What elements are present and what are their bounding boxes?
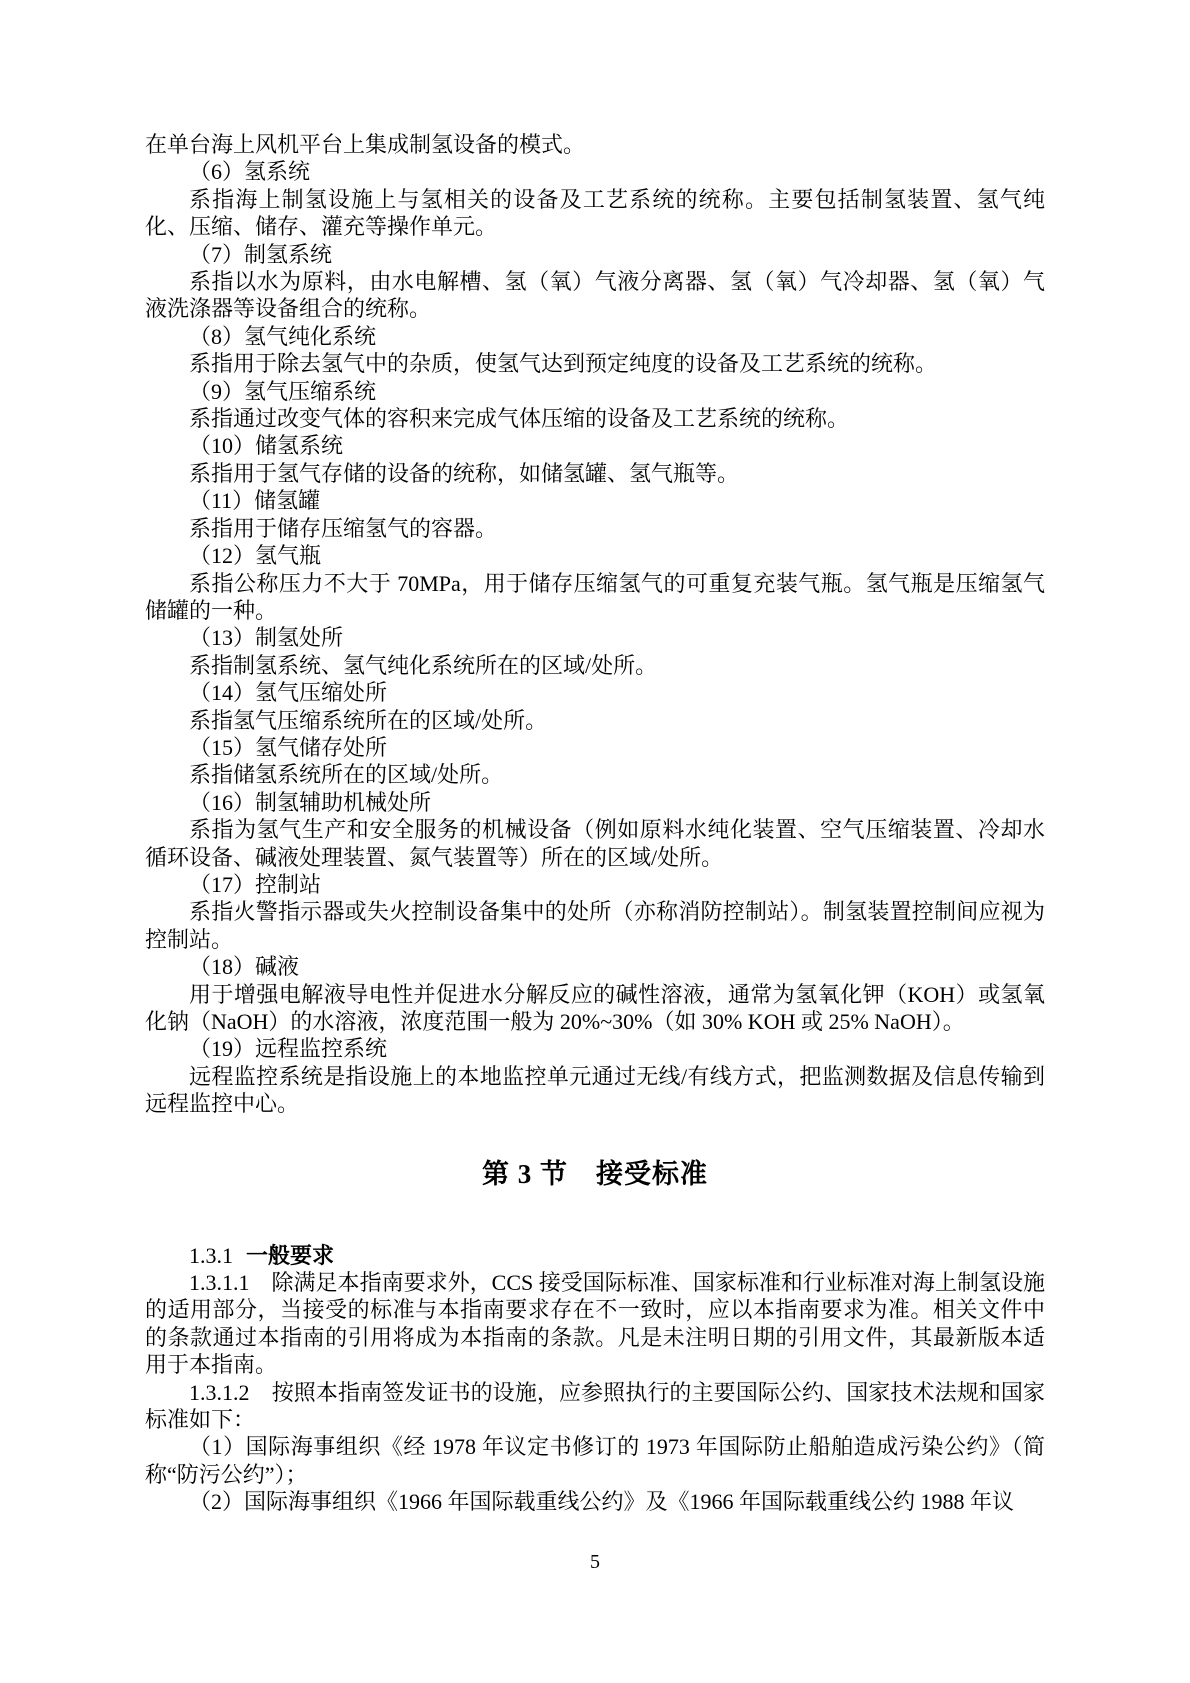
paragraph: （16）制氢辅助机械处所 (189, 789, 432, 815)
paragraph: （2）国际海事组织《1966 年国际载重线公约》及《1966 年国际载重线公约 1988 年议 (189, 1489, 1015, 1515)
paragraph: 系指储氢系统所在的区域/处所。 (189, 762, 504, 788)
paragraph: （18）碱液 (189, 954, 300, 980)
paragraph: （14）氢气压缩处所 (189, 680, 388, 706)
paragraph: （15）氢气储存处所 (189, 734, 388, 760)
subsection-label: 一般要求 (246, 1242, 335, 1268)
paragraph: （13）制氢处所 (189, 625, 344, 651)
document-body (145, 131, 1045, 1516)
paragraph: 系指制氢系统、氢气纯化系统所在的区域/处所。 (189, 652, 658, 678)
paragraph: 系指用于除去氢气中的杂质，使氢气达到预定纯度的设备及工艺系统的统称。 (189, 351, 938, 377)
paragraph: （6）氢系统 (189, 159, 311, 185)
section-heading: 第 3 节 接受标准 (482, 1158, 708, 1189)
subsection-number: 1.3.1 (189, 1242, 233, 1268)
paragraph: （11）储氢罐 (189, 488, 321, 514)
paragraph: （1）国际海事组织《经 1978 年议定书修订的 1973 年国际防止船舶造成污染公约》（简称“防污公约”）； (145, 1434, 1045, 1487)
paragraph: 系指为氢气生产和安全服务的机械设备（例如原料水纯化装置、空气压缩装置、冷却水循环设备、碱液处理装置、氮气装置等）所在的区域/处所。 (145, 817, 1045, 870)
paragraph: 系指氢气压缩系统所在的区域/处所。 (189, 707, 548, 733)
paragraph: （8）氢气纯化系统 (189, 323, 377, 349)
paragraph: 系指用于氢气存储的设备的统称，如储氢罐、氢气瓶等。 (189, 460, 740, 486)
page-footer (0, 1550, 1190, 1574)
subsection-heading (145, 1242, 1045, 1269)
paragraph: （9）氢气压缩系统 (189, 378, 377, 404)
page-number: 5 (590, 1551, 600, 1573)
paragraph: （7）制氢系统 (189, 241, 333, 267)
paragraph: （19）远程监控系统 (189, 1036, 388, 1062)
paragraph: 在单台海上风机平台上集成制氢设备的模式。 (145, 132, 586, 157)
paragraph: 远程监控系统是指设施上的本地监控单元通过无线/有线方式，把监测数据及信息传输到远程监控中心。 (145, 1063, 1045, 1117)
paragraph: 系指以水为原料，由水电解槽、氢（氧）气液分离器、氢（氧）气冷却器、氢（氧）气液洗涤器等设备组合的统称。 (145, 269, 1045, 322)
paragraph: 系指公称压力不大于 70MPa，用于储存压缩氢气的可重复充装气瓶。氢气瓶是压缩氢气储罐的一种。 (145, 570, 1045, 623)
paragraph: 系指通过改变气体的容积来完成气体压缩的设备及工艺系统的统称。 (189, 406, 850, 432)
paragraph: （12）氢气瓶 (189, 543, 322, 569)
paragraph: （10）储氢系统 (189, 433, 344, 459)
paragraph: 用于增强电解液导电性并促进水分解反应的碱性溶液，通常为氢氧化钾（KOH）或氢氧化钠（NaOH）的水溶液，浓度范围一般为 20%~30%（如 30% KOH 或 25% NaOH）。 (145, 981, 1045, 1034)
paragraph: 系指火警指示器或失火控制设备集中的处所（亦称消防控制站）。制氢装置控制间应视为控制站。 (145, 899, 1045, 952)
paragraph: 1.3.1.2 按照本指南签发证书的设施，应参照执行的主要国际公约、国家技术法规和国家标准如下： (145, 1379, 1045, 1433)
paragraph: 系指用于储存压缩氢气的容器。 (189, 515, 498, 541)
paragraph: 1.3.1.1 除满足本指南要求外，CCS 接受国际标准、国家标准和行业标准对海上制氢设施的适用部分，当接受的标准与本指南要求存在不一致时，应以本指南要求为准。相关文件中的条款通过本指南的引用将成为本指南的条款。凡是未注明日期的引用文件，其最新版本适用于本指南。 (145, 1270, 1045, 1378)
paragraph: 系指海上制氢设施上与氢相关的设备及工艺系统的统称。主要包括制氢装置、氢气纯化、压缩、储存、灌充等操作单元。 (145, 186, 1045, 240)
paragraph: （17）控制站 (189, 871, 322, 897)
